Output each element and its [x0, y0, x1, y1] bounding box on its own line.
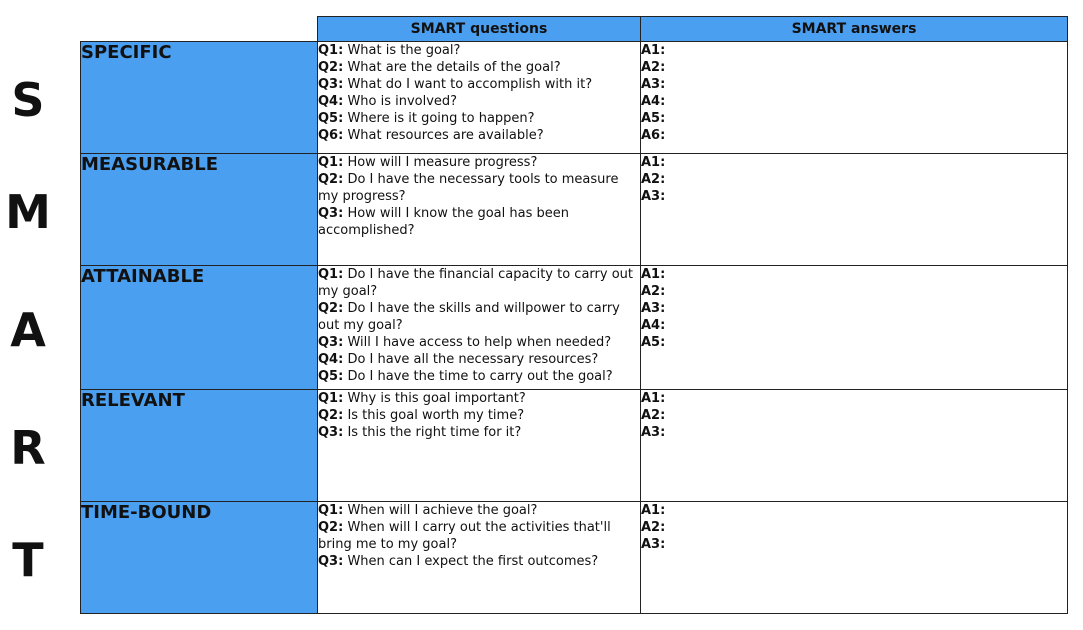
answer-label: A2:	[641, 284, 666, 299]
question-line: Q4: Who is involved?	[318, 94, 458, 109]
questions-cell-measurable	[318, 154, 641, 266]
answer-label: A2:	[641, 60, 666, 75]
question-line: Q3: Will I have access to help when needed?	[318, 335, 612, 350]
category-time-bound: TIME-BOUND	[81, 502, 318, 614]
answer-label: A3:	[641, 189, 666, 204]
question-line: Q2: Is this goal worth my time?	[318, 408, 525, 423]
category-relevant: RELEVANT	[81, 390, 318, 502]
question-line: Q2: When will I carry out the activities that'll bring me to my goal?	[318, 520, 611, 552]
answer-label: A3:	[641, 77, 666, 92]
answer-label: A1:	[641, 503, 666, 518]
category-measurable: MEASURABLE	[81, 154, 318, 266]
questions-cell-attainable	[318, 266, 641, 390]
table-row-relevant	[81, 390, 1068, 502]
header-row	[81, 17, 1068, 42]
answer-label: A2:	[641, 520, 666, 535]
question-line: Q3: Is this the right time for it?	[318, 425, 522, 440]
header-answers: SMART answers	[641, 17, 1068, 42]
answers-cell-measurable[interactable]	[641, 154, 1068, 266]
header-questions: SMART questions	[318, 17, 641, 42]
question-line: Q5: Do I have the time to carry out the goal?	[318, 369, 613, 384]
answer-label: A1:	[641, 155, 666, 170]
question-line: Q5: Where is it going to happen?	[318, 111, 535, 126]
question-line: Q3: When can I expect the first outcomes?	[318, 554, 599, 569]
answer-label: A2:	[641, 408, 666, 423]
category-attainable: ATTAINABLE	[81, 266, 318, 390]
answer-label: A5:	[641, 335, 666, 350]
question-line: Q3: What do I want to accomplish with it?	[318, 77, 593, 92]
question-line: Q1: When will I achieve the goal?	[318, 503, 538, 518]
smart-letter-s: S	[11, 73, 45, 127]
answer-label: A2:	[641, 172, 666, 187]
questions-cell-relevant	[318, 390, 641, 502]
answer-label: A1:	[641, 267, 666, 282]
smart-letter-t: T	[12, 533, 44, 587]
table-row-specific	[81, 42, 1068, 154]
smart-letter-a: A	[10, 303, 46, 357]
smart-letter-r: R	[10, 421, 46, 475]
questions-cell-time-bound	[318, 502, 641, 614]
question-line: Q6: What resources are available?	[318, 128, 544, 143]
answers-cell-relevant[interactable]	[641, 390, 1068, 502]
answer-label: A1:	[641, 391, 666, 406]
question-line: Q1: How will I measure progress?	[318, 155, 538, 170]
question-line: Q2: Do I have the skills and willpower to carry out my goal?	[318, 301, 620, 333]
answers-cell-attainable[interactable]	[641, 266, 1068, 390]
answer-label: A5:	[641, 111, 666, 126]
question-line: Q3: How will I know the goal has been accomplished?	[318, 206, 569, 238]
question-line: Q2: What are the details of the goal?	[318, 60, 561, 75]
smart-letter-m: M	[5, 185, 51, 239]
table-row-attainable	[81, 266, 1068, 390]
answer-label: A4:	[641, 318, 666, 333]
question-line: Q2: Do I have the necessary tools to measure my progress?	[318, 172, 619, 204]
question-line: Q1: Do I have the financial capacity to carry out my goal?	[318, 267, 633, 299]
question-line: Q1: What is the goal?	[318, 43, 461, 58]
question-line: Q1: Why is this goal important?	[318, 391, 526, 406]
answer-label: A3:	[641, 425, 666, 440]
answers-cell-specific[interactable]	[641, 42, 1068, 154]
answer-label: A6:	[641, 128, 666, 143]
header-blank-cell	[81, 17, 318, 42]
questions-cell-specific	[318, 42, 641, 154]
table-row-time-bound	[81, 502, 1068, 614]
answer-label: A4:	[641, 94, 666, 109]
answer-label: A3:	[641, 537, 666, 552]
smart-table	[80, 16, 1068, 614]
answer-label: A3:	[641, 301, 666, 316]
question-line: Q4: Do I have all the necessary resources?	[318, 352, 599, 367]
answer-label: A1:	[641, 43, 666, 58]
answers-cell-time-bound[interactable]	[641, 502, 1068, 614]
category-specific: SPECIFIC	[81, 42, 318, 154]
table-row-measurable	[81, 154, 1068, 266]
